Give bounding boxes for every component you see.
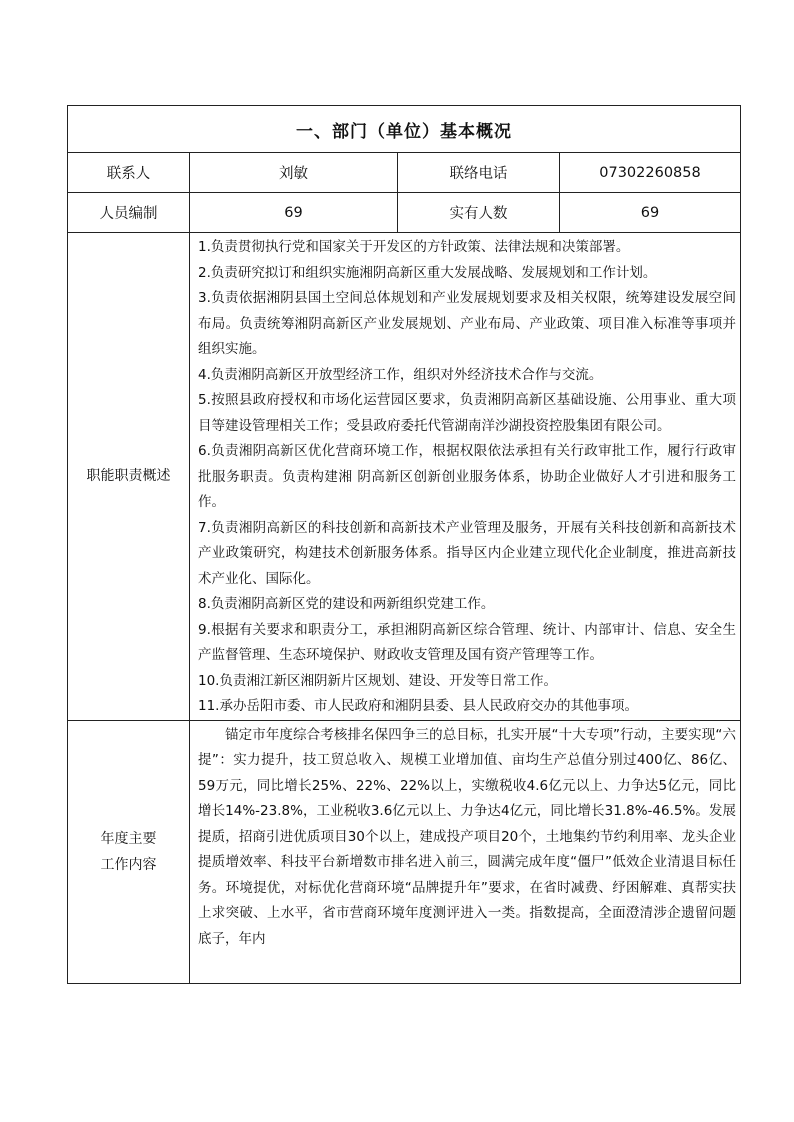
- annual-work-text-wrapper: [198, 723, 736, 983]
- annual-work-row: [68, 720, 741, 983]
- title-row: [68, 106, 741, 153]
- actual-staff-label: 实有人数: [398, 193, 560, 233]
- contact-row: [68, 153, 741, 193]
- annual-work-text: 锚定市年度综合考核排名保四争三的总目标，扎实开展“十大专项”行动，主要实现“六提”：实力提升，技工贸总收入、规模工业增加值、亩均生产总值分别过400亿、86亿、59万元，同比增长25%、22%、22%以上，实缴税收4.6亿元以上、力争达5亿元，同比增长14%-23.8%，工业税收3.6亿元以上、力争达4亿元，同比增长31.8%-46.5%。发展提质，招商引进优质项目30个以上，建成投产项目20个，土地集约节约利用率、龙头企业提质增效率、科技平台新增数市排名进入前三，圆满完成年度“僵尸”低效企业清退目标任务。环境提优，对标优化营商环境“品牌提升年”要求，在省时减费、纾困解难、真帮实扶上求突破、上水平，省市营商环境年度测评进入一类。指数提高，全面澄清涉企遗留问题底子，年内: [198, 726, 736, 947]
- annual-work-label-line2: 工作内容: [100, 856, 157, 873]
- duty-item: 9.根据有关要求和职责分工，承担湘阴高新区综合管理、统计、内部审计、信息、安全生产监督管理、生态环境保护、财政收支管理及国有资产管理等工作。: [198, 621, 736, 663]
- duty-item: 4.负责湘阴高新区开放型经济工作，组织对外经济技术合作与交流。: [198, 366, 603, 383]
- duty-item: 1.负责贯彻执行党和国家关于开发区的方针政策、法律法规和决策部署。: [198, 239, 630, 255]
- duty-item: 6.负责湘阴高新区优化营商环境工作，根据权限依法承担有关行政审批工作，履行行政审批服务职责。负责构建湘 阴高新区创新创业服务体系，协助企业做好人才引进和服务工作。: [198, 443, 736, 510]
- contact-label: 联系人: [68, 153, 190, 193]
- duties-label: 职能职责概述: [68, 233, 190, 721]
- overview-table-container: [67, 105, 740, 984]
- overview-table: [67, 105, 741, 984]
- duty-item: 10.负责湘江新区湘阴新片区规划、建设、开发等日常工作。: [198, 672, 557, 689]
- staff-row: [68, 193, 741, 233]
- annual-work-label-line1: 年度主要: [100, 830, 157, 847]
- annual-work-content: [190, 720, 741, 983]
- annual-work-label: [68, 720, 190, 983]
- contact-value: 刘敏: [190, 153, 398, 193]
- duty-item: 11.承办岳阳市委、市人民政府和湘阴县委、县人民政府交办的其他事项。: [198, 698, 638, 714]
- staff-value: 69: [190, 193, 398, 233]
- duty-item: 2.负责研究拟订和组织实施湘阴高新区重大发展战略、发展规划和工作计划。: [198, 264, 657, 281]
- section-title: 一、部门（单位）基本概况: [68, 106, 741, 153]
- staff-label: 人员编制: [68, 193, 190, 233]
- duty-item: 8.负责湘阴高新区党的建设和两新组织党建工作。: [198, 596, 495, 612]
- duties-content: [190, 233, 741, 721]
- duty-item: 3.负责依据湘阴县国土空间总体规划和产业发展规划要求及相关权限，统筹建设发展空间布局。负责统筹湘阴高新区产业发展规划、产业布局、产业政策、项目准入标准等事项并组织实施。: [198, 290, 736, 357]
- duties-row: [68, 233, 741, 721]
- phone-label: 联络电话: [398, 153, 560, 193]
- actual-staff-value: 69: [560, 193, 741, 233]
- duty-item: 5.按照县政府授权和市场化运营园区要求，负责湘阴高新区基础设施、公用事业、重大项目等建设管理相关工作；受县政府委托代管湖南洋沙湖投资控股集团有限公司。: [198, 392, 736, 434]
- phone-value: 07302260858: [560, 153, 741, 193]
- duty-item: 7.负责湘阴高新区的科技创新和高新技术产业管理及服务，开展有关科技创新和高新技术产业政策研究，构建技术创新服务体系。指导区内企业建立现代化企业制度，推进高新技术产业化、国际化。: [198, 519, 736, 587]
